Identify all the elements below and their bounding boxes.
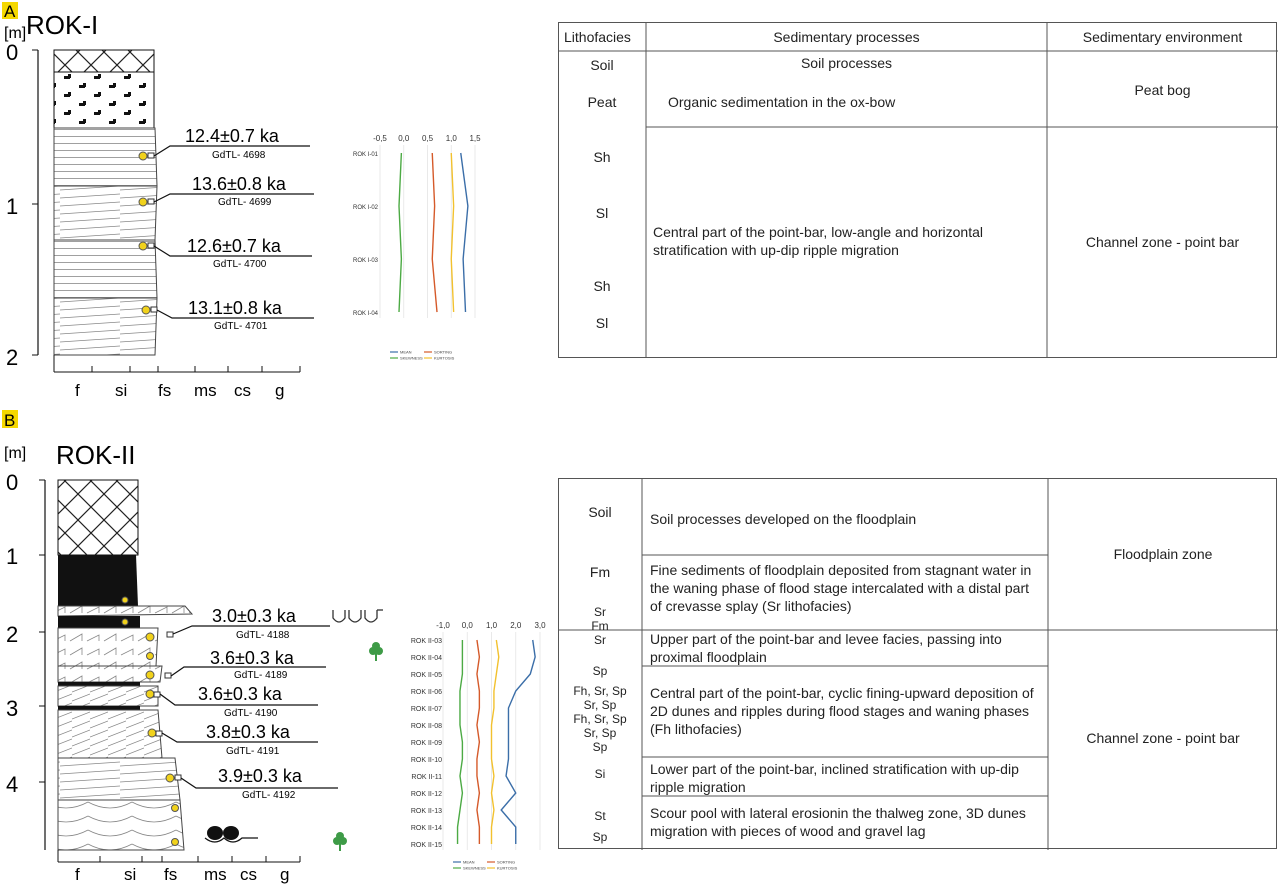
- panel-a-title: ROK-I: [26, 10, 99, 40]
- panel-b-title: ROK-II: [56, 440, 136, 470]
- depth-tick-a-2: 2: [6, 345, 19, 370]
- panel-a-unit: [m]: [4, 25, 27, 42]
- lithofacies-sl: Sl: [595, 205, 609, 221]
- grain-a-si: si: [115, 381, 128, 400]
- x-tick-label: 1,0: [445, 134, 457, 143]
- lithofacies-sr-sp: Sr, Sp: [583, 726, 617, 740]
- date-label-a-3: [139, 236, 312, 270]
- lithofacies-st: St: [594, 809, 606, 823]
- process-soil: Soil processes developed on the floodplain: [650, 511, 917, 527]
- series-line-mean: [501, 640, 535, 844]
- date-age: 3.0±0.3 ka: [212, 606, 296, 626]
- grain-b-ms: ms: [204, 865, 227, 884]
- panel-a-letter: A: [4, 2, 16, 21]
- lithofacies-fh-sr-sp: Fh, Sr, Sp: [573, 712, 627, 726]
- date-age: 3.6±0.3 ka: [210, 648, 294, 668]
- date-lab: GdTL- 4700: [213, 259, 267, 270]
- date-age: 3.6±0.3 ka: [198, 684, 282, 704]
- peat-layer-a: [54, 72, 154, 128]
- facies-table-b: [558, 478, 1278, 850]
- grain-b-fs: fs: [164, 865, 178, 884]
- sample-label: ROK II-03: [410, 638, 442, 645]
- date-lab: GdTL- 4188: [236, 630, 290, 641]
- process-point-bar: Central part of the point-bar, low-angle and horizontal stratification with up-dip ripple migration: [653, 224, 983, 258]
- panel-b-unit: [m]: [4, 445, 27, 462]
- sample-label: ROK II-07: [410, 706, 442, 713]
- lithofacies-sr: Sr: [594, 633, 606, 647]
- depth-tick-b-4: 4: [6, 772, 19, 797]
- sample-label: ROK I-02: [352, 205, 378, 211]
- x-tick-label: 3,0: [534, 621, 546, 630]
- process-peat: Organic sedimentation in the ox-bow: [668, 94, 896, 110]
- depth-tick-b-0: 0: [6, 470, 19, 495]
- inclined-layer-b: [58, 758, 180, 800]
- date-label-a-1: [139, 126, 310, 161]
- legend-entry: MEAN: [463, 859, 475, 865]
- soil-layer-a: [54, 50, 154, 72]
- date-label-b-2: [146, 648, 326, 681]
- process-floodplain: Fine sediments of floodplain deposited from stagnant water in the waning phase of flood stage intercalated with a distal part of crevasse splay (Sr lithofacies): [650, 562, 1032, 614]
- lithofacies-soil: Soil: [588, 504, 612, 520]
- sample-label: ROK II-10: [410, 757, 442, 764]
- sample-label: ROK II-14: [410, 825, 442, 832]
- process-soil: Soil processes: [800, 55, 893, 71]
- sample-label: ROK II-12: [410, 791, 442, 798]
- date-lab: GdTL- 4701: [214, 321, 268, 332]
- process-scour-pool: Scour pool with lateral erosionin the thalweg zone, 3D dunes migration with pieces of wood and gravel lag: [650, 805, 1026, 839]
- environment-channel: Channel zone - point bar: [1086, 730, 1240, 746]
- depth-tick-b-3: 3: [6, 696, 19, 721]
- mud-band-b-2: [58, 706, 140, 710]
- wood-gravel-icon: [205, 826, 258, 842]
- series-line-kurtosis: [492, 640, 499, 844]
- header-environment: Sedimentary environment: [1082, 29, 1243, 45]
- date-lab: GdTL- 4189: [234, 670, 288, 681]
- grain-b-g: g: [280, 865, 290, 884]
- header-processes: Sedimentary processes: [773, 29, 920, 45]
- date-lab: GdTL- 4190: [224, 708, 278, 719]
- mud-band-b-1: [58, 682, 140, 686]
- lithofacies-sr-sp: Sr, Sp: [583, 698, 617, 712]
- series-line-skewness: [458, 640, 463, 844]
- sample-label: ROK II-04: [410, 655, 442, 662]
- ripple-layer-b-2: [58, 628, 158, 666]
- legend-entry: KURTOSIS: [497, 865, 518, 871]
- plant-remains-icon: [333, 832, 347, 851]
- depth-tick-b-2: 2: [6, 622, 19, 647]
- date-label-a-2: [139, 174, 314, 208]
- table-a-grid: [558, 22, 1278, 358]
- legend-entry: SKEWNESS: [463, 865, 486, 871]
- sample-label: ROK II-13: [410, 808, 442, 815]
- grain-b-si: si: [124, 865, 137, 884]
- grain-parameters-chart-b: [411, 621, 546, 871]
- date-label-b-5: [166, 766, 338, 801]
- sample-label: ROK II-05: [410, 672, 442, 679]
- cross-layer-b-1: [58, 686, 158, 706]
- depth-tick-a-1: 1: [6, 194, 19, 219]
- depth-tick-a-0: 0: [6, 40, 19, 65]
- environment-channel: Channel zone - point bar: [1085, 234, 1240, 250]
- series-line-mean: [461, 153, 468, 312]
- sample-label: ROK II-11: [411, 774, 442, 781]
- sand-layer-a-4: [54, 298, 157, 355]
- x-tick-label: 0,0: [398, 134, 410, 143]
- x-tick-label: 2,0: [510, 621, 522, 630]
- x-tick-label: 0,5: [421, 134, 434, 143]
- legend-entry: KURTOSIS: [434, 355, 455, 361]
- series-line-sorting: [432, 153, 437, 312]
- grain-a-fs: fs: [158, 381, 172, 400]
- grain-b-f: f: [75, 865, 80, 884]
- sample-label: ROK II-08: [410, 723, 442, 730]
- grain-a-ms: ms: [194, 381, 217, 400]
- sample-label: ROK I-04: [352, 311, 378, 317]
- grain-a-cs: cs: [234, 381, 251, 400]
- environment-peat-bog: Peat bog: [1134, 82, 1191, 98]
- process-lower-point-bar: Lower part of the point-bar, inclined stratification with up-dip ripple migration: [650, 761, 1019, 795]
- lithofacies-soil: Soil: [590, 57, 614, 73]
- grain-a-f: f: [75, 381, 80, 400]
- lithofacies-fm: Fm: [589, 564, 611, 580]
- lithofacies-sh: Sh: [593, 278, 611, 294]
- sand-layer-a-2: [54, 186, 157, 240]
- environment-floodplain: Floodplain zone: [1113, 546, 1213, 562]
- lithofacies-sl: Sl: [595, 315, 609, 331]
- date-label-b-3: [146, 684, 318, 719]
- date-age: 12.4±0.7 ka: [185, 126, 279, 146]
- process-upper-point-bar: Upper part of the point-bar and levee facies, passing into proximal floodplain: [650, 631, 1002, 665]
- lithofacies-sp: Sp: [592, 740, 608, 754]
- header-lithofacies: Lithofacies: [564, 29, 631, 45]
- lithofacies-fh-sr-sp: Fh, Sr, Sp: [573, 684, 627, 698]
- soil-layer-b: [58, 480, 138, 555]
- legend-entry: MEAN: [400, 349, 412, 355]
- legend-entry: SKEWNESS: [400, 355, 423, 361]
- legend-entry: SORTING: [434, 349, 453, 355]
- depth-tick-b-1: 1: [6, 544, 19, 569]
- plant-remains-icon: [369, 642, 383, 661]
- lithofacies-sr: Sr: [594, 605, 606, 619]
- date-age: 3.8±0.3 ka: [206, 722, 290, 742]
- lithofacies-si: Si: [594, 767, 606, 781]
- date-lab: GdTL- 4192: [242, 790, 296, 801]
- date-age: 3.9±0.3 ka: [218, 766, 302, 786]
- grain-a-g: g: [275, 381, 285, 400]
- lithofacies-peat: Peat: [587, 94, 617, 110]
- sample-label: ROK II-15: [410, 842, 442, 849]
- cross-layer-b-2: [58, 710, 162, 758]
- trough-layer-b: [58, 800, 184, 850]
- date-label-a-4: [142, 298, 314, 332]
- date-lab: GdTL- 4191: [226, 746, 280, 757]
- lithofacies-fm: Fm: [591, 619, 609, 633]
- panel-b-letter: B: [4, 411, 16, 430]
- date-lab: GdTL- 4699: [218, 197, 272, 208]
- date-lab: GdTL- 4698: [212, 150, 266, 161]
- series-line-sorting: [477, 640, 479, 844]
- x-tick-label: 1,5: [469, 134, 481, 143]
- legend-entry: SORTING: [497, 859, 516, 865]
- sample-label: ROK II-06: [410, 689, 442, 696]
- x-tick-label: 0,0: [461, 621, 473, 630]
- x-tick-label: -1,0: [436, 621, 450, 630]
- sample-label: ROK II-09: [410, 740, 442, 747]
- date-label-b-4: [148, 722, 318, 757]
- lithofacies-sp: Sp: [592, 664, 608, 678]
- date-age: 13.1±0.8 ka: [188, 298, 282, 318]
- grain-parameters-chart-a: [353, 134, 481, 361]
- facies-table-a: [558, 22, 1278, 358]
- date-age: 12.6±0.7 ka: [187, 236, 281, 256]
- lithofacies-sh: Sh: [593, 149, 611, 165]
- grain-b-cs: cs: [240, 865, 257, 884]
- ripple-layer-b-1: [58, 606, 192, 616]
- process-central-point-bar: Central part of the point-bar, cyclic fining-upward deposition of 2D dunes and ripples during flood stages and waning phases (Fh lithofacies): [650, 685, 1034, 737]
- date-age: 13.6±0.8 ka: [192, 174, 286, 194]
- ripple-marks-icon: [333, 610, 383, 622]
- x-tick-label: -0,5: [373, 134, 387, 143]
- sample-label: ROK I-01: [352, 152, 378, 158]
- sample-label: ROK I-03: [352, 258, 378, 264]
- lithofacies-sp: Sp: [592, 830, 608, 844]
- series-line-skewness: [399, 153, 401, 312]
- x-tick-label: 1,0: [485, 621, 498, 630]
